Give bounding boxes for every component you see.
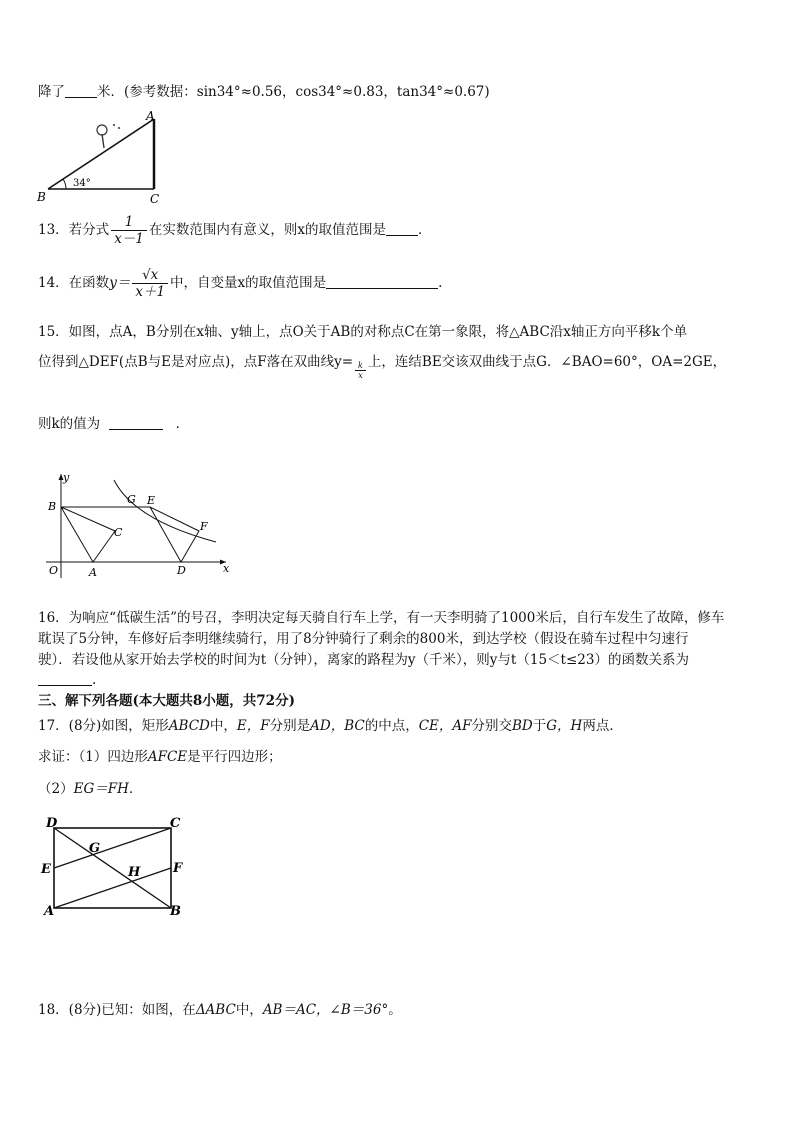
question-15-line2: 位得到△DEF(点B与E是对应点)，点F落在双曲线y= $\frac{k}{x}$ 上，连结BE交该双曲线于点G．∠BAO=60°，OA=2GE， xyxy=(38,354,727,380)
svg-text:E: E xyxy=(147,494,156,507)
question-16-line2: 耽误了5分钟，车修好后李明继续骑行，用了8分钟骑行了剩余的800米，到达学校（假设在骑车过程中匀速行 xyxy=(38,631,689,647)
question-15-line1: 15．如图，点A，B分别在x轴、y轴上，点O关于AB的对称点C在第一象限，将△ABC沿x轴正方向平移k个单 xyxy=(38,324,688,340)
question-15-line3: 则k的值为 ． xyxy=(38,416,190,432)
q17-figure xyxy=(38,812,198,922)
section-heading: 三、解下列各题(本大题共8小题，共72分) xyxy=(38,693,295,709)
label-B: B xyxy=(37,190,46,204)
question-13: 13．若分式 $\frac{1}{x-1}$ 在实数范围内有意义，则x的取值范围是 ． xyxy=(38,214,432,247)
svg-text:C: C xyxy=(114,526,123,539)
fraction: $\frac{1}{x-1}$ xyxy=(111,214,147,247)
svg-text:D: D xyxy=(46,816,58,831)
question-18: 18．(8分)已知：如图，在ΔABC中，AB＝AC，∠B＝36°。 xyxy=(38,1002,402,1018)
label-C: C xyxy=(150,192,160,206)
question-17-line1: 17．(8分)如图，矩形ABCD中，E，F分别是AD，BC的中点，CE，AF分别交BD于G，H两点． xyxy=(38,718,623,734)
svg-text:H: H xyxy=(128,865,141,880)
angle-label: 34° xyxy=(73,178,91,189)
small-fraction: $\frac{k}{x}$ xyxy=(355,361,366,380)
question-16-line4: . xyxy=(38,670,96,690)
svg-text:O: O xyxy=(49,564,59,577)
svg-text:C: C xyxy=(170,816,181,831)
label-A: A xyxy=(146,109,155,123)
q12-tail: 降了 米．(参考数据：sin34°≈0.56，cos34°≈0.83，tan34°≈0.67) xyxy=(38,84,490,100)
q15-figure xyxy=(40,470,240,582)
answer-blank[interactable] xyxy=(38,671,92,686)
answer-blank[interactable] xyxy=(109,415,163,430)
fraction: $\frac{√x}{x+1}$ xyxy=(132,267,168,300)
svg-text:B: B xyxy=(48,500,57,513)
svg-text:x: x xyxy=(223,562,230,575)
svg-text:F: F xyxy=(200,520,208,533)
answer-blank[interactable] xyxy=(65,83,97,98)
answer-blank[interactable] xyxy=(326,274,438,289)
question-16-line3: 驶）．若设他从家开始去学校的时间为t（分钟），离家的路程为y（千米），则y与t（15＜t≤23）的函数关系为 xyxy=(38,652,689,668)
q12-figure xyxy=(36,108,176,208)
svg-text:A: A xyxy=(89,566,97,579)
svg-text:y: y xyxy=(63,471,70,484)
svg-text:B: B xyxy=(170,904,181,919)
svg-text:G: G xyxy=(127,493,136,506)
svg-text:G: G xyxy=(89,841,101,856)
svg-text:E: E xyxy=(41,862,51,877)
svg-text:D: D xyxy=(177,564,186,577)
question-17-line3: （2）EG＝FH． xyxy=(38,781,143,797)
answer-blank[interactable] xyxy=(386,221,418,236)
svg-text:F: F xyxy=(173,861,183,876)
question-14: 14．在函数y＝ $\frac{√x}{x+1}$ 中，自变量x的取值范围是 . xyxy=(38,267,443,300)
svg-text:A: A xyxy=(44,904,55,919)
question-16-line1: 16．为响应“低碳生活”的号召，李明决定每天骑自行车上学，有一天李明骑了1000米后，自行车发生了故障，修车 xyxy=(38,610,725,626)
question-17-line2: 求证：（1）四边形AFCE是平行四边形； xyxy=(38,749,282,765)
